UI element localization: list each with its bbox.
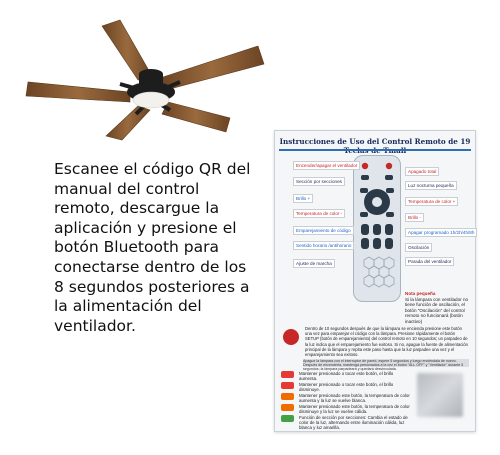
label-oscillation: Oscilación [405,243,432,252]
brightness-up-icon [281,371,294,378]
color-temp-down-icon [281,404,294,411]
ceiling-fan-image [20,18,270,143]
legend-item: Función de sección por secciones: Cambia el estado de color de la luz, alternando entre iluminación cálida, luz blanca y luz amarilla. [281,415,411,431]
legend-item: Mantener presionado o tocar este botón, el brillo disminuye. [281,382,411,393]
note-text: Si la lámpara con ventilador no tiene función de oscilación, el botón "Oscilación" del control remoto no funcionará (botón inactivo) [405,296,469,324]
label-all-off: Apagado total [405,167,439,176]
label-section: Sección por secciones [293,177,345,186]
legend-item: Mantener presionado o tocar este botón, el brillo aumenta. [281,371,411,382]
label-speed: Ajuste de marcha [293,259,335,268]
title-underline [279,149,471,151]
remote-buttons-icon [354,156,400,301]
label-fan-power: Encender/apagar el ventilador [293,161,360,170]
blurred-qr-code [417,373,463,417]
note-title: Nota pequeña [405,291,436,296]
color-temp-up-icon [281,393,294,400]
label-color-temp-up: Temperatura de color + [405,197,458,206]
section-icon [281,415,294,422]
remote-control-image [353,155,401,302]
unpair-warning: Apague la lámpara con el interruptor de pared, espere 5 segundos y luego enciéndala de nuevo. Después de encenderla, mantenga presionados a la vez el botón "ALL OFF" y "Ventilador" durante 5 segundos; la lámpara parpadeará y quedará desvinculada. [303,359,469,367]
label-night-light: Luz nocturna pequeña [405,181,457,190]
manual-title: Instrucciones de Uso del Control Remoto de 19 [279,137,471,146]
pairing-badge-icon [283,329,299,345]
label-brightness-down: Brillo - [405,213,424,222]
label-timer: Apagar programado 1h/2h/4h/8h [405,228,477,237]
legend-list [281,371,411,431]
instruction-text: Escanee el código QR del manual del control remoto, descargue la aplicación y presione el botón Bluetooth para conectarse dentro de los 8 segundos posteriores a la alimentación del ventilador. [54,160,251,335]
legend-item: Mantener presionado este botón, la temperatura de color disminuye y la luz se vuelve cálida. [281,404,411,415]
legend-item: Mantener presionado este botón, la temperatura de color aumenta y la luz se vuelve blanca. [281,393,411,404]
label-pairing: Emparejamiento de código [293,226,354,235]
label-color-temp-down: Temperatura de color - [293,209,345,218]
label-direction: Sentido horario /antihorario [293,241,354,250]
remote-manual-image [274,130,476,432]
label-brightness-up: Brillo + [293,194,313,203]
label-fan-stop: Parada del ventilador [405,257,454,266]
brightness-down-icon [281,382,294,389]
note-box [405,291,469,325]
pairing-text: Dentro de 10 segundos después de que la lámpara se encienda presione este botón una vez para emparejar el código con la lámpara. Presione rápidamente el botón SETUP (botón de emparejamiento) del control remoto en 10 segundos; un parpadeo de la luz indica que el emparejamiento fue exitoso. Si no, apague la fuente de alimentación principal de la lámpara y repita este paso hasta que la luz parpadee una vez y el emparejamiento sea exitoso. [305,326,468,358]
